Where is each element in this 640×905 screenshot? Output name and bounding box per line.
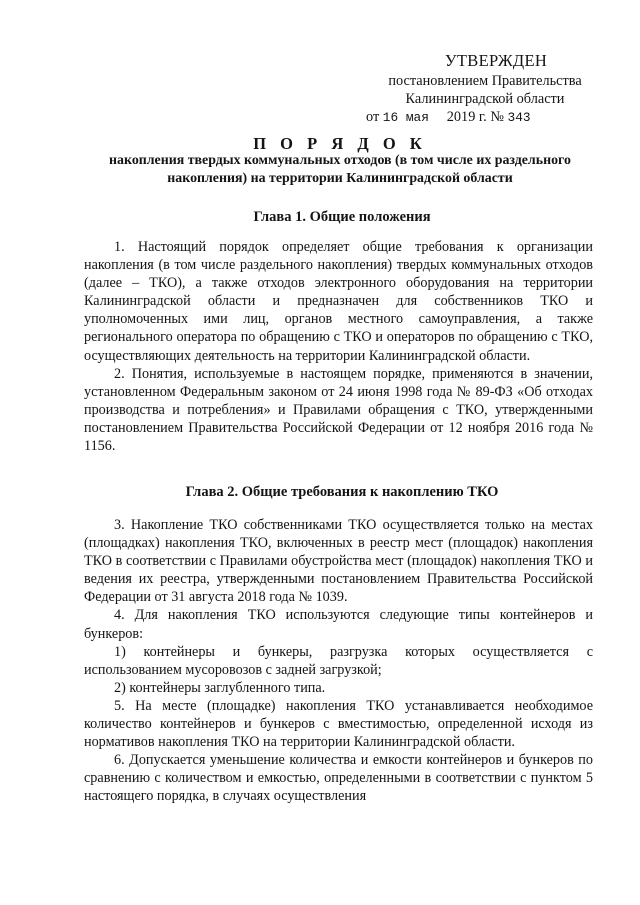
approval-stamp [360,50,610,127]
paragraph-2: 2. Понятия, используемые в настоящем порядке, применяются в значении, установленном Федеральным законом от 24 июня 1998 года № 89-ФЗ «Об отходах производства и потребления» и Правилами обращения с ТКО, утвержденными постановлением Правительства Российской Федерации от 12 ноября 2016 года № 1156. [84,365,593,455]
chapter-1-heading: Глава 1. Общие положения [253,209,431,225]
chapter-2-body [84,516,593,806]
paragraph-6: 6. Допускается уменьшение количества и емкости контейнеров и бункеров по сравнению с количеством и емкостью, определенными в соответствии с пунктом 5 настоящего порядка, в случаях осуществления [84,752,593,805]
date-prefix: от [366,109,380,125]
document-subtitle: накопления твердых коммунальных отходов (в том числе их раздельного накопления) на территории Калининградской области [109,153,571,186]
list-item-2: 2) контейнеры заглубленного типа. [114,679,326,696]
approval-issuer: постановлением Правительства [388,73,582,89]
approval-year: 2019 г. № [446,109,504,125]
paragraph-4: 4. Для накопления ТКО используются следующие типы контейнеров и бункеров: [84,607,593,642]
chapter-2-heading: Глава 2. Общие требования к накоплению ТКО [185,484,499,500]
approval-region: Калининградской области [405,91,565,107]
paragraph-1: 1. Настоящий порядок определяет общие требования к организации накопления (в том числе раздельного накопления) твердых коммунальных отходов (далее – ТКО), а также отходов электронного оборудования на территории Калининградской области и предназначен для собственников ТКО и уполномоченных ими лиц, органов местного самоуправления, а также регионального оператора по обращению с ТКО и операторов по обращению с ТКО, осуществляющих деятельность на территории Калининградской области. [84,239,593,364]
approval-date: 16 мая [382,110,429,125]
approval-title: УТВЕРЖДЕН [444,51,548,70]
paragraph-3: 3. Накопление ТКО собственниками ТКО осуществляется только на местах (площадках) накопления ТКО, включенных в реестр мест (площадок) накопления ТКО в соответствии с Правилами обустройства мест (площадок) накопления ТКО и ведения их реестра, утвержденными постановлением Правительства Российской Федерации от 31 августа 2018 года № 1039. [84,517,593,606]
paragraph-5: 5. На месте (площадке) накопления ТКО устанавливается необходимое количество контейнеров и бункеров с вместимостью, определенной исходя из нормативов накопления ТКО на территории Калининградской области. [84,697,593,751]
approval-number: 343 [507,110,531,125]
approval-date-line [366,108,610,127]
list-item-1: 1) контейнеры и бункеры, разгрузка которых осуществляется с использованием мусоровозов с задней загрузкой; [84,643,593,678]
chapter-1-body [84,238,593,455]
document-title: П О Р Я Д О К [253,134,427,153]
